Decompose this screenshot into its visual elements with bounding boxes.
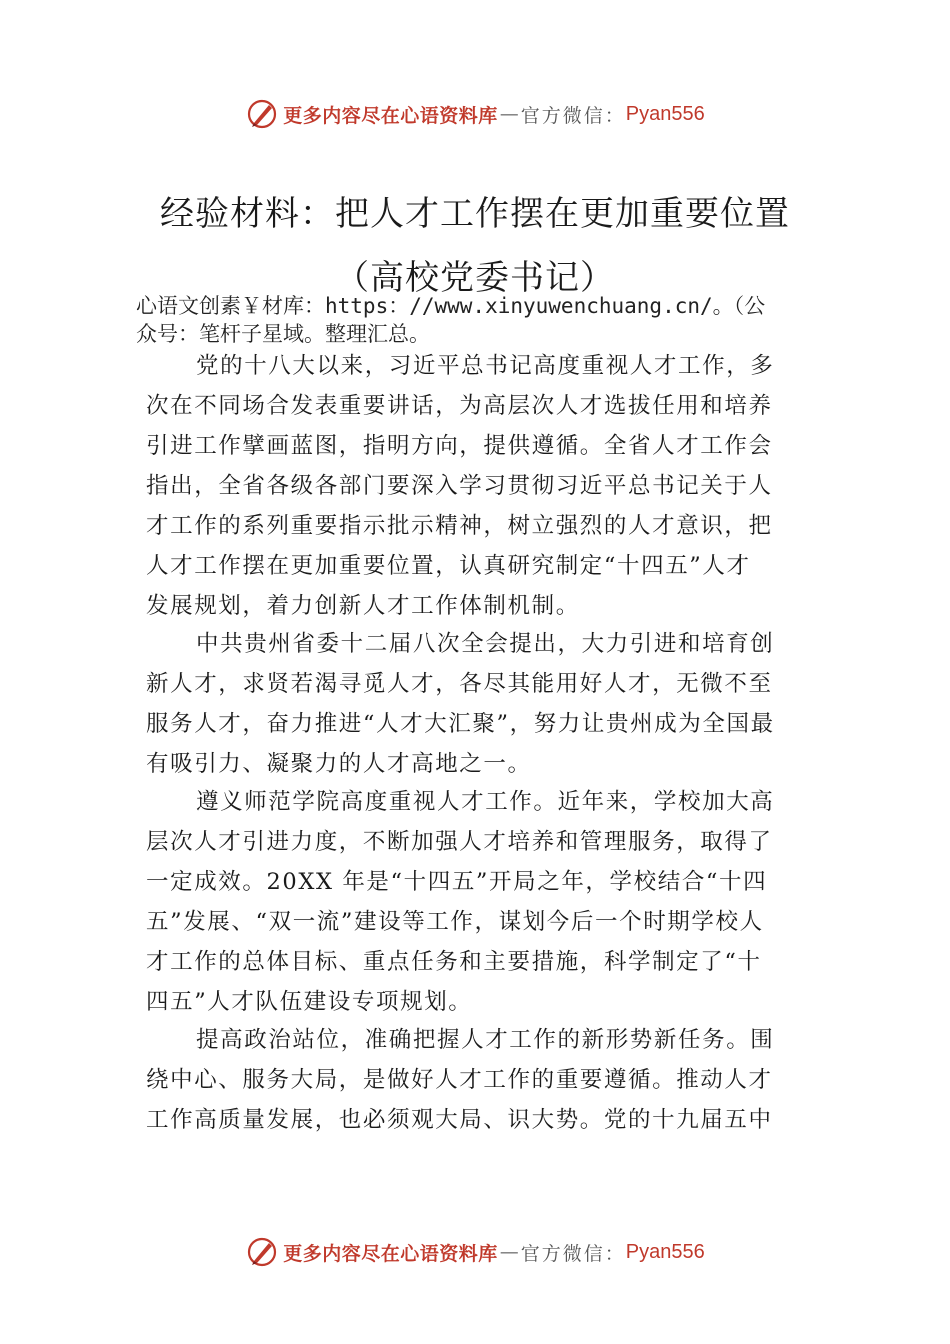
source-note-line: 众号：笔杆子星域。整理汇总。 xyxy=(136,322,430,346)
paragraph-line: 提高政治站位，准确把握人才工作的新形势新任务。围 xyxy=(196,1027,775,1053)
paragraph-line: 引进工作擘画蓝图，指明方向，提供遵循。全省人才工作会 xyxy=(146,433,773,459)
banner-label: 官方微信： xyxy=(520,1242,626,1265)
paragraph-line: 党的十八大以来，习近平总书记高度重视人才工作，多 xyxy=(196,353,775,379)
paragraph-line: 中共贵州省委十二届八次全会提出，大力引进和培育创 xyxy=(196,631,775,657)
paragraph-line: 人才工作摆在更加重要位置，认真研究制定“十四五”人才 xyxy=(146,553,751,579)
paragraph-line: 有吸引力、凝聚力的人才高地之一。 xyxy=(146,751,532,777)
body-paragraph xyxy=(146,782,808,1022)
paragraph-line: 四五”人才队伍建设专项规划。 xyxy=(146,989,473,1015)
source-note-line: 心语文创素￥材库：https：//www.xinyuwenchuang.cn/。（公 xyxy=(136,294,766,318)
paragraph-line: 一定成效。20XX 年是“十四五”开局之年，学校结合“十四 xyxy=(146,869,768,895)
banner-wechat-id: Pyan556 xyxy=(625,1240,705,1263)
banner-separator: — xyxy=(499,103,519,125)
banner-main-text: 更多内容尽在心语资料库 xyxy=(283,1242,498,1265)
paragraph-line: 才工作的总体目标、重点任务和主要措施，科学制定了“十 xyxy=(146,949,762,975)
paragraph-line: 五”发展、“双一流”建设等工作，谋划今后一个时期学校人 xyxy=(146,909,764,935)
paragraph-line: 层次人才引进力度，不断加强人才培养和管理服务，取得了 xyxy=(146,829,773,855)
banner-label: 官方微信： xyxy=(520,104,626,127)
paragraph-line: 才工作的系列重要指示批示精神，树立强烈的人才意识，把 xyxy=(146,513,773,539)
banner-main-text: 更多内容尽在心语资料库 xyxy=(283,104,498,127)
paragraph-line: 次在不同场合发表重要讲话，为高层次人才选拔任用和培养 xyxy=(146,393,773,419)
body-paragraph xyxy=(146,1020,808,1140)
paragraph-line: 服务人才，奋力推进“人才大汇聚”，努力让贵州成为全国最 xyxy=(146,711,775,737)
paragraph-line: 发展规划，着力创新人才工作体制机制。 xyxy=(146,593,580,619)
paragraph-line: 指出，全省各级各部门要深入学习贯彻习近平总书记关于人 xyxy=(146,473,773,499)
banner-separator: — xyxy=(499,1241,519,1263)
footer-banner xyxy=(0,1232,950,1272)
body-paragraph xyxy=(146,346,808,626)
document-subtitle: （高校党委书记） xyxy=(335,258,615,298)
paragraph-line: 绕中心、服务大局，是做好人才工作的重要遵循。推动人才 xyxy=(146,1067,773,1093)
source-note xyxy=(136,292,826,348)
paragraph-line: 新人才，求贤若渴寻觅人才，各尽其能用好人才，无微不至 xyxy=(146,671,773,697)
paragraph-line: 遵义师范学院高度重视人才工作。近年来，学校加大高 xyxy=(196,789,775,815)
pen-logo-icon xyxy=(245,1235,279,1269)
paragraph-line: 工作高质量发展，也必须观大局、识大势。党的十九届五中 xyxy=(146,1107,773,1133)
pen-logo-icon xyxy=(245,97,279,131)
document-title: 经验材料：把人才工作摆在更加重要位置 xyxy=(160,194,790,234)
banner-wechat-id: Pyan556 xyxy=(625,102,705,125)
body-paragraph xyxy=(146,624,808,784)
header-banner xyxy=(0,94,950,134)
